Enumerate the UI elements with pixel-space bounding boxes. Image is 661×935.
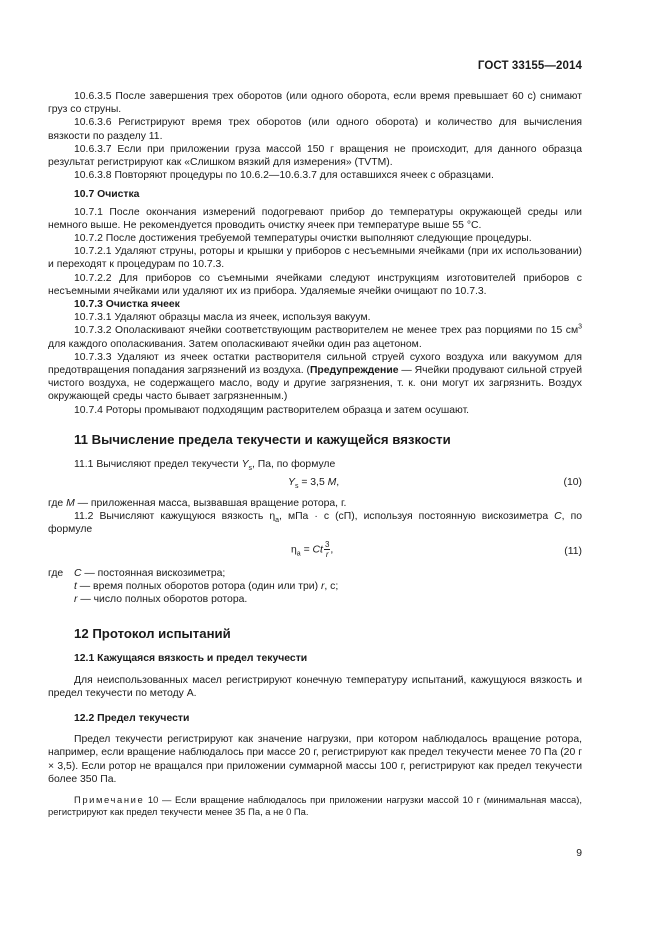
page-content	[48, 90, 582, 818]
subsection-heading-10-7-3: 10.7.3 Очистка ячеек	[74, 299, 180, 311]
paragraph-10-7-2-1: 10.7.2.1 Удаляют струны, роторы и крышки у приборов с несъемными ячейками (при их использовании) и переходят к процедурам по 10.7.3.	[48, 246, 582, 271]
warning-label: Предупреждение	[309, 365, 399, 377]
paragraph-10-6-3-7: 10.6.3.7 Если при приложении груза массой 150 г вращения не происходит, для данного образца результат регистрируют как «Слишком вязкий для измерения» (TVTM).	[48, 143, 582, 169]
paragraph-10-6-3-6: 10.6.3.6 Регистрируют время трех оборотов (или одного оборота) и количество для вычисления вязкости по разделу 11.	[48, 117, 582, 142]
paragraph-11-1: 11.1 Вычисляют предел текучести $Y_s$, Па, по формуле	[74, 458, 336, 472]
paragraph-10-7-3-1: 10.7.3.1 Удаляют образцы масла из ячеек, используя вакуум.	[74, 312, 371, 324]
paragraph-10-7-1: 10.7.1 После окончания измерений подогревают прибор до температуры окружающей среды или немного выше. Не рекомендуется проводить очистку ячеек при температуре выше 55 °С.	[48, 206, 582, 231]
formula-10	[48, 471, 582, 497]
formula-10-legend: где M — приложенная масса, вызвавшая вращение ротора, г.	[48, 498, 347, 510]
subsection-heading-10-7: 10.7 Очистка	[74, 189, 140, 201]
paragraph-10-7-2: 10.7.2 После достижения требуемой температуры очистки выполняют следующие процедуры.	[74, 233, 532, 245]
paragraph-10-7-2-2: 10.7.2.2 Для приборов со съемными ячейками следуют инструкциям изготовителей приборов с несъемными ячейками или удаляют их из прибора. Удаляемые ячейки очищают по 10.7.3.	[48, 272, 582, 297]
formula-10-number: (10)	[563, 477, 582, 489]
paragraph-10-6-3-8: 10.6.3.8 Повторяют процедуры по 10.6.2—10.6.3.7 для оставшихся ячеек с образцами.	[74, 170, 494, 182]
formula-11-expression: $\eta_a = Ct$ $\frac{3}{r}$ ,	[291, 539, 334, 559]
paragraph-10-7-3-2: 10.7.3.2 Ополаскивают ячейки соответствующим растворителем не менее трех раз порциями по 15 $см^3$ для каждого ополаскивания. Затем ополаскивают ячейки один раз ацетоном.	[48, 323, 582, 350]
legend-line-c: где C — постоянная вискозиметра;	[48, 567, 226, 579]
legend-line-r: r — число полных оборотов ротора.	[74, 594, 248, 606]
paragraph-10-6-3-5: 10.6.3.5 После завершения трех оборотов (или одного оборота, если время превышает 60 с) снимают груз со струны.	[48, 91, 582, 116]
section-12-title: 12 Протокол испытаний	[74, 626, 231, 642]
note-10: Примечание 10 — Если вращение наблюдалось при приложении нагрузки массой 10 г (минимальная масса), регистрируют как предел текучести менее 35 Па, а не 0 Па.	[48, 793, 582, 817]
paragraph-12-2: Предел текучести регистрируют как значение нагрузки, при котором наблюдалось вращение ротора, например, если вращение наблюдалось при массе 20 г, регистрируют как предел текучести менее 70 Па (20 г × 3,5). Если ротор не вращался при приложении суммарной массы 100 г, регистрируют как предел текучести более 350 Па.	[48, 734, 582, 785]
subsection-heading-12-2: 12.2 Предел текучести	[74, 712, 190, 724]
formula-11-number: (11)	[564, 545, 582, 557]
paragraph-10-7-4: 10.7.4 Роторы промывают подходящим растворителем образца и затем осушают.	[74, 404, 470, 416]
paragraph-11-2: 11.2 Вычисляют кажущуюся вязкость $\eta_a$, мПа · с (сП), используя постоянную вискозиметра C, по формуле	[48, 511, 582, 536]
standard-header: ГОСТ 33155—2014	[477, 60, 582, 72]
formula-11	[48, 537, 582, 567]
subsection-heading-12-1: 12.1 Кажущаяся вязкость и предел текучести	[74, 653, 308, 665]
legend-line-t: t — время полных оборотов ротора (один или три) r, с;	[74, 580, 339, 592]
fraction-3-over-r: $\frac{3}{r}$	[324, 539, 330, 559]
paragraph-12-1: Для неиспользованных масел регистрируют конечную температуру испытаний, кажущуюся вязкость и предел текучести по методу А.	[48, 674, 582, 699]
note-label: Примечание	[74, 793, 145, 805]
formula-10-expression: $Y_s = 3,5$ M,	[288, 477, 340, 491]
section-11-title: 11 Вычисление предела текучести и кажущейся вязкости	[74, 431, 451, 447]
page-number: 9	[576, 848, 582, 859]
paragraph-10-7-3-3: 10.7.3.3 Удаляют из ячеек остатки растворителя сильной струей сухого воздуха или вакуумом для предотвращения попадания загрязнений из воздуха. (Предупреждение — Ячейки продувают сильной струей чистого воздуха, не содержащего масло, воду и другие загрязнения, т. к. они могут их загрязнить. Воздух окружающей среды часто бывает загрязненным.)	[48, 351, 582, 403]
formula-11-legend	[48, 567, 582, 607]
